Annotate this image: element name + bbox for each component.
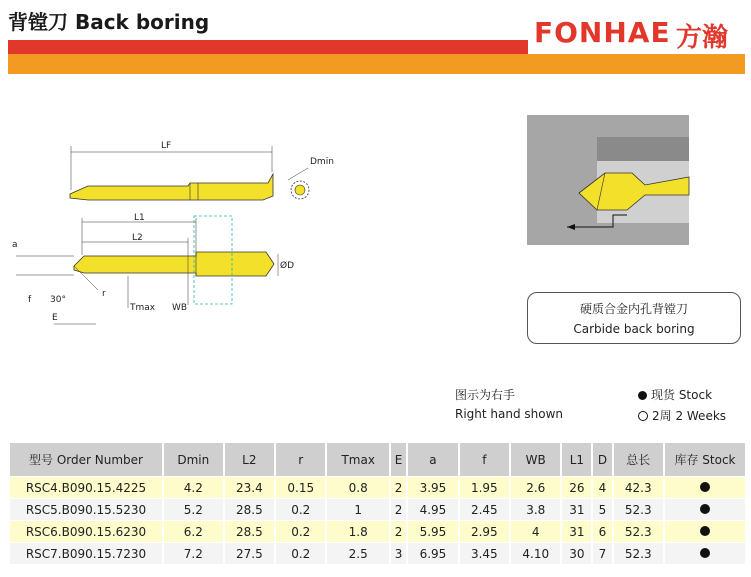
cell: 0.2 bbox=[275, 521, 326, 543]
stock-cell bbox=[664, 521, 745, 543]
table-row bbox=[10, 477, 745, 499]
cell: 0.15 bbox=[275, 477, 326, 499]
cell: 5.2 bbox=[163, 499, 224, 521]
filled-dot-icon bbox=[638, 391, 647, 400]
stock-cell bbox=[664, 543, 745, 565]
label-f: f bbox=[28, 295, 32, 305]
cell: 26 bbox=[561, 477, 592, 499]
label-a: a bbox=[12, 240, 18, 250]
col-r: r bbox=[275, 443, 326, 477]
cell: 3.45 bbox=[459, 543, 510, 565]
brand-name-cn: 方瀚 bbox=[676, 23, 729, 53]
col-wb: WB bbox=[510, 443, 561, 477]
legend-stock-label: 现货 Stock bbox=[651, 388, 713, 402]
brand-name-en: FONHAE bbox=[534, 16, 671, 49]
cell: 52.3 bbox=[613, 499, 664, 521]
col-l1: L1 bbox=[561, 443, 592, 477]
label-wb: WB bbox=[172, 303, 188, 313]
caption-en: Carbide back boring bbox=[573, 322, 695, 336]
spec-table bbox=[10, 443, 745, 564]
cell: 6.2 bbox=[163, 521, 224, 543]
label-od: ØD bbox=[280, 261, 295, 271]
cell: 52.3 bbox=[613, 543, 664, 565]
stock-cell bbox=[664, 477, 745, 499]
cell: 7.2 bbox=[163, 543, 224, 565]
boring-illustration bbox=[527, 115, 689, 245]
cell: 3 bbox=[390, 543, 407, 565]
caption-cn: 硬质合金内孔背镗刀 bbox=[579, 302, 688, 316]
stock-cell bbox=[664, 499, 745, 521]
cell: 2.45 bbox=[459, 499, 510, 521]
col-e: E bbox=[390, 443, 407, 477]
col-d: D bbox=[592, 443, 612, 477]
cell: 28.5 bbox=[224, 521, 275, 543]
cell: 28.5 bbox=[224, 499, 275, 521]
cell: 5 bbox=[592, 499, 612, 521]
col-tmax: Tmax bbox=[326, 443, 390, 477]
label-dmin: Dmin bbox=[310, 157, 334, 167]
cell: 5.95 bbox=[407, 521, 458, 543]
label-l2: L2 bbox=[132, 233, 143, 243]
cell: 1.8 bbox=[326, 521, 390, 543]
page-title: 背镗刀 Back boring bbox=[8, 10, 210, 34]
cell: 42.3 bbox=[613, 477, 664, 499]
label-tmax: Tmax bbox=[130, 303, 156, 313]
legend-weeks-label: 2周 2 Weeks bbox=[652, 409, 727, 423]
cell: 4.95 bbox=[407, 499, 458, 521]
note-shown-cn: 图示为右手 bbox=[455, 388, 516, 402]
stock-dot-icon bbox=[700, 504, 710, 514]
col-dmin: Dmin bbox=[163, 443, 224, 477]
cell: 6.95 bbox=[407, 543, 458, 565]
label-l1: L1 bbox=[134, 213, 145, 223]
cell: 3.95 bbox=[407, 477, 458, 499]
cell: 4.2 bbox=[163, 477, 224, 499]
cell: 4.10 bbox=[510, 543, 561, 565]
stock-dot-icon bbox=[700, 526, 710, 536]
col-l2: L2 bbox=[224, 443, 275, 477]
cell: 2.95 bbox=[459, 521, 510, 543]
cell: RSC7.B090.15.7230 bbox=[10, 543, 163, 565]
cell: 23.4 bbox=[224, 477, 275, 499]
label-lf: LF bbox=[161, 141, 172, 151]
cell: 1 bbox=[326, 499, 390, 521]
cell: 0.2 bbox=[275, 499, 326, 521]
table-row bbox=[10, 499, 745, 521]
label-e: E bbox=[52, 313, 58, 323]
col-stock: 库存 Stock bbox=[664, 443, 745, 477]
cell: 4 bbox=[592, 477, 612, 499]
brand-logo bbox=[528, 14, 745, 54]
label-r: r bbox=[102, 289, 106, 299]
cell: 2.5 bbox=[326, 543, 390, 565]
cell: RSC6.B090.15.6230 bbox=[10, 521, 163, 543]
cell: 0.8 bbox=[326, 477, 390, 499]
header-red-bar bbox=[8, 40, 528, 54]
cell: 30 bbox=[561, 543, 592, 565]
cell: RSC5.B090.15.5230 bbox=[10, 499, 163, 521]
col-f: f bbox=[459, 443, 510, 477]
cell: 7 bbox=[592, 543, 612, 565]
label-angle: 30° bbox=[50, 295, 66, 305]
table-header-row bbox=[10, 443, 745, 477]
cell: 6 bbox=[592, 521, 612, 543]
cell: 1.95 bbox=[459, 477, 510, 499]
table-row bbox=[10, 543, 745, 565]
cell: 2 bbox=[390, 477, 407, 499]
legend-weeks bbox=[638, 407, 726, 424]
cell: RSC4.B090.15.4225 bbox=[10, 477, 163, 499]
cell: 2 bbox=[390, 521, 407, 543]
col-order-number: 型号 Order Number bbox=[10, 443, 163, 477]
cell: 31 bbox=[561, 499, 592, 521]
tool-top-view bbox=[74, 252, 274, 276]
cell: 3.8 bbox=[510, 499, 561, 521]
col-total-length: 总长 bbox=[613, 443, 664, 477]
tool-side-view bbox=[70, 174, 273, 200]
hollow-circle-icon bbox=[638, 411, 648, 421]
legend-stock bbox=[638, 386, 712, 403]
cell: 4 bbox=[510, 521, 561, 543]
header-orange-bar bbox=[8, 54, 745, 74]
note-shown-en: Right hand shown bbox=[455, 407, 564, 421]
caption-box bbox=[527, 292, 741, 344]
stock-dot-icon bbox=[700, 548, 710, 558]
cell: 31 bbox=[561, 521, 592, 543]
cell: 2 bbox=[390, 499, 407, 521]
cell: 52.3 bbox=[613, 521, 664, 543]
table-row bbox=[10, 521, 745, 543]
cell: 2.6 bbox=[510, 477, 561, 499]
tool-drawing bbox=[8, 130, 334, 335]
cell: 0.2 bbox=[275, 543, 326, 565]
cell: 27.5 bbox=[224, 543, 275, 565]
stock-dot-icon bbox=[700, 482, 710, 492]
col-a: a bbox=[407, 443, 458, 477]
